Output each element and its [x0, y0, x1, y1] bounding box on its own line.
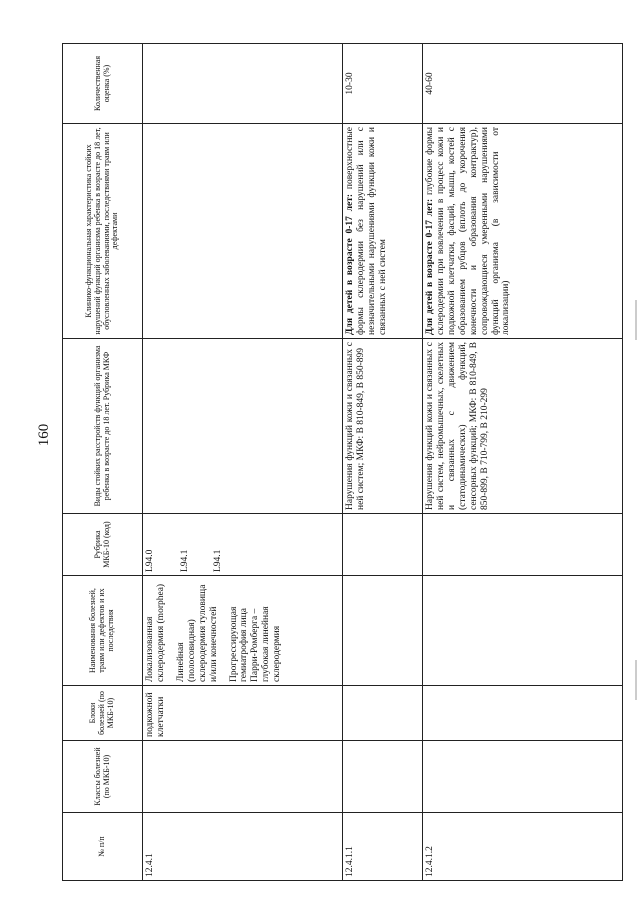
- row-clinical: [343, 124, 423, 339]
- disease-name: Линейная (полосовидная) склеродермия туловища и/или конечностей: [175, 584, 219, 682]
- header-names: Наименования болезней, травм или дефектов и их последствия: [63, 576, 143, 686]
- row-codes: [423, 514, 623, 576]
- row-block: [423, 686, 623, 741]
- row-block: подкожной клетчатки: [143, 686, 343, 741]
- row-block: [343, 686, 423, 741]
- icd-code: L94.0: [145, 549, 155, 572]
- table-row: [143, 44, 343, 881]
- age-lead: Для детей в возрасте 0-17 лет:: [345, 193, 355, 335]
- header-row: [63, 44, 143, 881]
- row-clinical: [143, 124, 343, 339]
- header-types: Виды стойких расстройств функций организма ребенка в возрасте до 18 лет. Рубрика МКФ: [63, 339, 143, 514]
- disease-name: Локализованная склеродермия (morphea): [145, 583, 166, 682]
- page-number: 160: [36, 423, 52, 447]
- header-clinical: Клинико-функциональная характеристика стойких нарушений функций организма ребенка в возрасте до 18 лет, обусловленных заболеваниями, последствиями травм или дефектами: [63, 124, 143, 339]
- icd-code: L94.1: [212, 549, 223, 572]
- row-score: 40-60: [423, 44, 623, 124]
- header-num: № п/п: [63, 813, 143, 881]
- disability-criteria-table: [62, 43, 623, 881]
- row-class: [143, 741, 343, 813]
- rotated-table-wrapper: [62, 44, 622, 881]
- row-score: [143, 44, 343, 124]
- header-blocks: Блоки болезней (по МКБ-10): [63, 686, 143, 741]
- row-num: 12.4.1.1: [343, 813, 423, 881]
- row-num: 12.4.1.2: [423, 813, 623, 881]
- row-score: 10-30: [343, 44, 423, 124]
- scan-edge-mark: [635, 300, 637, 340]
- disease-name: Прогрессирующая гемиатрофия лица Парри-Ромберга – глубокая линейная склеродермия: [228, 606, 283, 682]
- icd-code: L94.1: [179, 549, 190, 572]
- table-row: [343, 44, 423, 881]
- scan-edge-mark: [635, 660, 637, 700]
- row-num: 12.4.1: [143, 813, 343, 881]
- row-codes: [343, 514, 423, 576]
- age-lead: Для детей в возрасте 0-17 лет:: [425, 198, 435, 335]
- row-types: Нарушения функций кожи и связанных с ней систем, нейромышечных, скелетных и связанных с движением (статодинамических) функций, сенсорных функций; МКФ: В 810-849, В 850-899, В 710-799, В 210-299: [423, 339, 623, 514]
- row-types: [143, 339, 343, 514]
- header-score: Количественная оценка (%): [63, 44, 143, 124]
- row-codes: [143, 514, 343, 576]
- header-classes: Классы болезней (по МКБ-10): [63, 741, 143, 813]
- row-clinical: [423, 124, 623, 339]
- header-rubric: Рубрика МКБ-10 (код): [63, 514, 143, 576]
- row-types: Нарушения функций кожи и связанных с ней систем; МКФ: В 810-849, В 850-899: [343, 339, 423, 514]
- table-row: [423, 44, 623, 881]
- row-class: [423, 741, 623, 813]
- clinical-text: глубокие формы склеродермии при вовлечении в процесс кожи и подкожной клетчатки, фасций, мышц, костей с образованием рубцов (вплоть до укорочения конечности и образования контрактур), сопровождающиеся умеренными нарушениями функций организма (в зависимости от локализации): [425, 126, 512, 335]
- row-disease-names: [423, 576, 623, 686]
- row-disease-names: [143, 576, 343, 686]
- row-class: [343, 741, 423, 813]
- row-disease-names: [343, 576, 423, 686]
- clinical-text: поверхностные формы склеродермии без нарушений или с незначительными нарушениями функции кожи и связанных с ней систем: [345, 126, 388, 335]
